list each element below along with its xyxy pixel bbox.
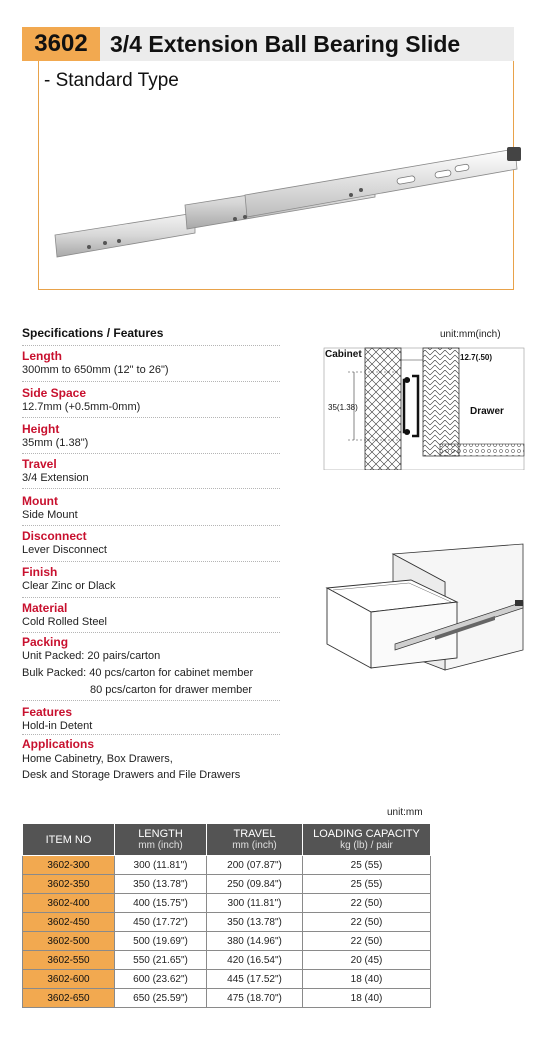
col-travel-header xyxy=(207,824,303,856)
cell-item: 3602-500 xyxy=(23,932,115,951)
cell-item: 3602-650 xyxy=(23,989,115,1008)
table-unit-note: unit:mm xyxy=(387,807,423,818)
cell-item: 3602-350 xyxy=(23,875,115,894)
slide-product-image xyxy=(45,135,525,280)
cell-length: 400 (15.75") xyxy=(115,894,207,913)
col-length-label: LENGTH xyxy=(138,827,183,840)
spec-label: Travel xyxy=(22,457,57,471)
page-title: 3/4 Extension Ball Bearing Slide xyxy=(110,31,461,57)
divider xyxy=(22,345,280,346)
cell-load: 22 (50) xyxy=(303,932,431,951)
cell-travel: 475 (18.70") xyxy=(207,989,303,1008)
cell-length: 300 (11.81") xyxy=(115,856,207,875)
spec-label: Disconnect xyxy=(22,529,87,543)
cell-item: 3602-300 xyxy=(23,856,115,875)
col-item-label: ITEM NO xyxy=(45,833,92,846)
spec-packing xyxy=(22,635,280,698)
spec-value: Lever Disconnect xyxy=(22,544,107,556)
table-row xyxy=(23,932,431,951)
cell-length: 350 (13.78") xyxy=(115,875,207,894)
spec-value: Unit Packed: 20 pairs/carton xyxy=(22,650,161,662)
divider xyxy=(22,417,280,418)
col-load-header xyxy=(303,824,431,856)
model-number: 3602 xyxy=(22,27,100,61)
spec-height xyxy=(22,422,280,451)
col-travel-unit: mm (inch) xyxy=(232,839,277,851)
cell-item: 3602-450 xyxy=(23,913,115,932)
cell-travel: 200 (07.87") xyxy=(207,856,303,875)
divider xyxy=(22,597,280,598)
spec-label: Features xyxy=(22,705,73,719)
spec-value: Side Mount xyxy=(22,509,78,521)
divider xyxy=(22,700,280,701)
table-row xyxy=(23,970,431,989)
col-item-header xyxy=(23,824,115,856)
col-load-unit: kg (lb) / pair xyxy=(340,839,393,851)
table-row xyxy=(23,875,431,894)
cell-travel: 420 (16.54") xyxy=(207,951,303,970)
spec-features xyxy=(22,705,280,734)
divider xyxy=(22,488,280,489)
cell-travel: 300 (11.81") xyxy=(207,894,303,913)
spec-value: Cold Rolled Steel xyxy=(22,616,107,628)
spec-travel xyxy=(22,457,280,486)
page-subtitle: - Standard Type xyxy=(44,70,179,91)
spec-value: 300mm to 650mm (12" to 26") xyxy=(22,364,169,376)
table-row xyxy=(23,913,431,932)
cell-load: 25 (55) xyxy=(303,875,431,894)
divider xyxy=(22,381,280,382)
spec-value: Hold-in Detent xyxy=(22,720,93,732)
spec-label: Height xyxy=(22,422,60,436)
cell-length: 450 (17.72") xyxy=(115,913,207,932)
cell-travel: 350 (13.78") xyxy=(207,913,303,932)
diagram-side-space-label: 12.7(.50) xyxy=(460,353,493,362)
diagram-cabinet-label: Cabinet xyxy=(325,349,362,360)
spec-label: Side Space xyxy=(22,386,87,400)
spec-mount xyxy=(22,494,280,523)
cell-load: 25 (55) xyxy=(303,856,431,875)
col-length-unit: mm (inch) xyxy=(138,839,183,851)
cell-travel: 380 (14.96") xyxy=(207,932,303,951)
spec-length xyxy=(22,349,280,378)
spec-unit-note: unit:mm(inch) xyxy=(440,329,501,340)
table-row xyxy=(23,894,431,913)
spec-value: 35mm (1.38") xyxy=(22,437,89,449)
spec-value: Bulk Packed: 40 pcs/carton for cabinet member xyxy=(22,667,254,679)
table-row xyxy=(23,951,431,970)
cell-item: 3602-400 xyxy=(23,894,115,913)
specs-heading: Specifications / Features xyxy=(22,326,164,340)
spec-label: Finish xyxy=(22,565,58,579)
cell-load: 18 (40) xyxy=(303,970,431,989)
cell-length: 500 (19.69") xyxy=(115,932,207,951)
divider xyxy=(22,453,280,454)
spec-label: Length xyxy=(22,349,62,363)
table-row xyxy=(23,989,431,1008)
cell-load: 18 (40) xyxy=(303,989,431,1008)
spec-label: Packing xyxy=(22,635,69,649)
spec-disconnect xyxy=(22,529,280,558)
spec-finish xyxy=(22,565,280,594)
spec-label: Applications xyxy=(22,737,95,751)
cell-load: 22 (50) xyxy=(303,894,431,913)
spec-applications xyxy=(22,737,280,783)
cross-section-diagram xyxy=(300,340,525,470)
spec-label: Mount xyxy=(22,494,58,508)
divider xyxy=(22,561,280,562)
cell-load: 20 (45) xyxy=(303,951,431,970)
diagram-height-label: 35(1.38) xyxy=(328,403,358,412)
cell-travel: 445 (17.52") xyxy=(207,970,303,989)
spec-value: 12.7mm (+0.5mm-0mm) xyxy=(22,401,141,413)
col-length-header xyxy=(115,824,207,856)
col-travel-label: TRAVEL xyxy=(233,827,276,840)
table-header-row xyxy=(23,824,431,856)
model-spec-table xyxy=(22,823,431,1008)
spec-value: Home Cabinetry, Box Drawers, xyxy=(22,753,173,765)
col-load-label: LOADING CAPACITY xyxy=(313,827,420,840)
divider xyxy=(22,632,280,633)
table-row xyxy=(23,856,431,875)
cell-length: 600 (23.62") xyxy=(115,970,207,989)
spec-value: 80 pcs/carton for drawer member xyxy=(90,684,253,696)
spec-value: Desk and Storage Drawers and File Drawers xyxy=(22,769,241,781)
diagram-drawer-label: Drawer xyxy=(470,406,504,417)
spec-material xyxy=(22,601,280,630)
divider xyxy=(22,734,280,735)
drawer-illustration xyxy=(325,540,530,680)
cell-item: 3602-600 xyxy=(23,970,115,989)
spec-side-space xyxy=(22,386,280,415)
cell-travel: 250 (09.84") xyxy=(207,875,303,894)
cell-length: 550 (21.65") xyxy=(115,951,207,970)
cell-item: 3602-550 xyxy=(23,951,115,970)
cell-length: 650 (25.59") xyxy=(115,989,207,1008)
divider xyxy=(22,525,280,526)
spec-value: Clear Zinc or Dlack xyxy=(22,580,116,592)
cell-load: 22 (50) xyxy=(303,913,431,932)
spec-value: 3/4 Extension xyxy=(22,472,89,484)
spec-label: Material xyxy=(22,601,68,615)
